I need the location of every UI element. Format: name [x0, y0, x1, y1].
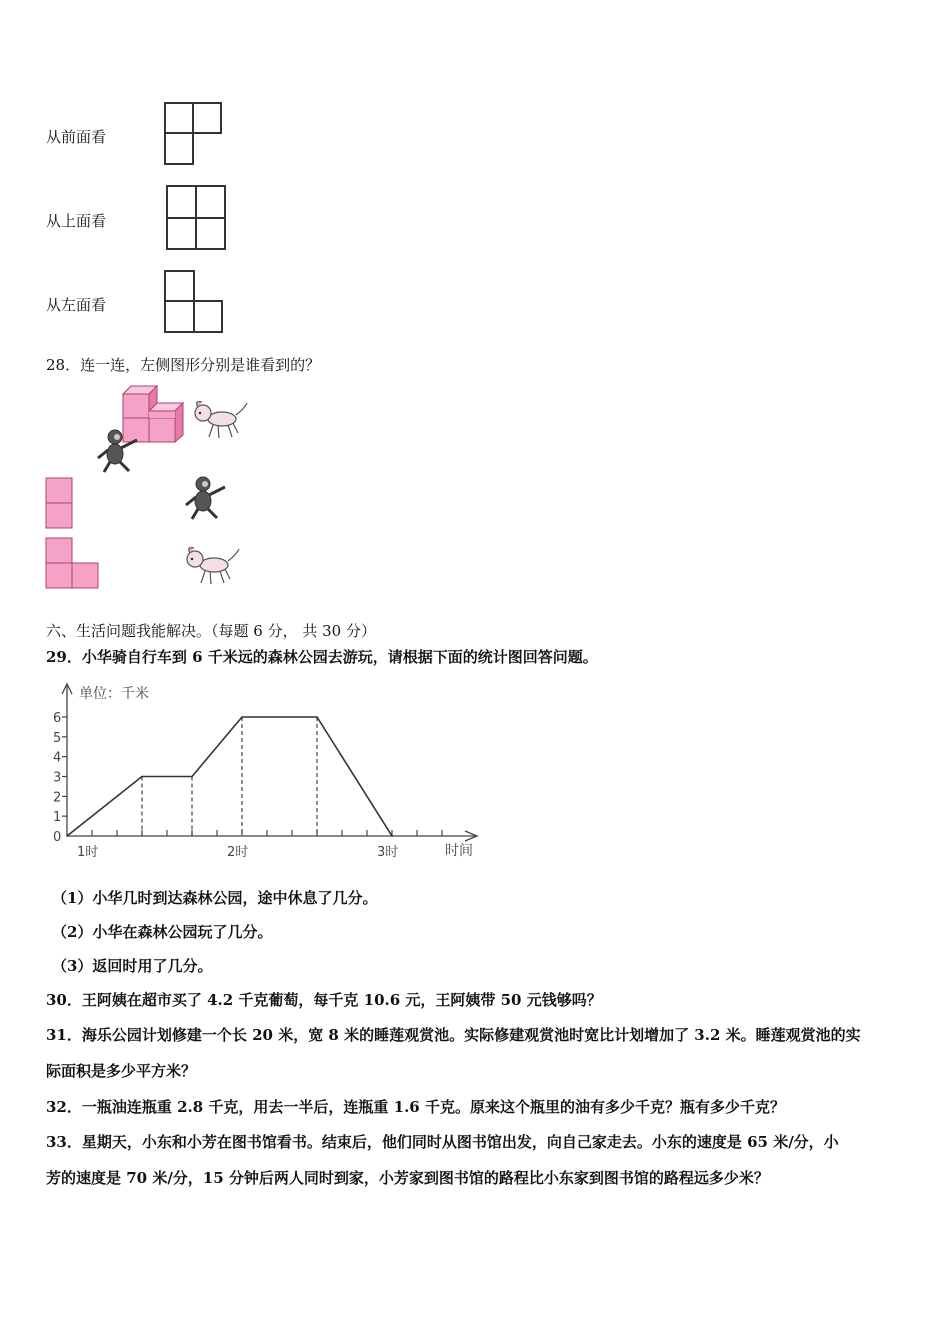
distance-time-chart: [45, 680, 495, 865]
question-32: 32．一瓶油连瓶重 2.8 千克，用去一半后，连瓶重 1.6 千克。原来这个瓶里的油有多少千克？瓶有多少千克？: [46, 1098, 785, 1116]
y-axis-label: 单位：千米: [79, 686, 149, 702]
question-29-part-3: （3）返回时用了几分。: [52, 957, 213, 975]
data-point: [141, 776, 143, 778]
y-tick-label: 4: [53, 750, 62, 766]
monkey-option-icon: [181, 475, 229, 521]
question-29: 29．小华骑自行车到 6 千米远的森林公园去游玩，请根据下面的统计图回答问题。: [46, 648, 598, 666]
question-30: 30．王阿姨在超市买了 4.2 千克葡萄，每千克 10.6 元，王阿姨带 50 元钱够吗？: [46, 991, 602, 1009]
monkey-icon: [93, 428, 141, 474]
x-tick-label: 3时: [377, 845, 399, 860]
question-31-line-1: 31．海乐公园计划修建一个长 20 米，宽 8 米的睡莲观赏池。实际修建观赏池时宽比计划增加了 3.2 米。睡莲观赏池的实: [46, 1026, 861, 1044]
question-29-part-2: （2）小华在森林公园玩了几分。: [52, 923, 273, 941]
left-view-figure: [164, 270, 226, 334]
front-view-figure: [164, 102, 224, 166]
data-point: [316, 716, 318, 718]
question-29-part-1: （1）小华几时到达森林公园，途中休息了几分。: [52, 889, 378, 907]
data-point: [66, 835, 68, 837]
question-31-line-2: 际面积是多少平方米？: [46, 1062, 197, 1080]
question-33-line-2: 芳的速度是 70 米/分，15 分钟后两人同时到家，小芳家到图书馆的路程比小东家到图书馆的路程远多少米？: [46, 1169, 769, 1187]
view-label-top: 从上面看: [46, 212, 107, 230]
dog-option-icon: [180, 543, 242, 587]
x-tick-label: 1时: [77, 845, 99, 860]
option-figure-2: [45, 537, 101, 591]
top-view-figure: [166, 185, 228, 251]
y-tick-label: 2: [53, 790, 62, 806]
y-tick-label: 0: [53, 830, 62, 845]
section-6-heading: 六、生活问题我能解决。（每题 6 分， 共 30 分）: [46, 622, 376, 640]
view-label-front: 从前面看: [46, 128, 107, 146]
question-33-line-1: 33．星期天，小东和小芳在图书馆看书。结束后，他们同时从图书馆出发，向自己家走去。小东的速度是 65 米/分，小: [46, 1133, 839, 1151]
y-tick-label: 3: [53, 770, 62, 786]
dog-icon: [188, 397, 250, 441]
x-tick-label: 2时: [227, 845, 249, 860]
data-point: [391, 835, 393, 837]
view-label-left: 从左面看: [46, 296, 107, 314]
option-figure-1: [45, 477, 75, 531]
y-tick-label: 5: [53, 730, 62, 746]
data-point: [191, 776, 193, 778]
data-point: [241, 716, 243, 718]
y-tick-label: 1: [53, 810, 62, 826]
distance-series-line: [67, 717, 392, 836]
y-tick-label: 6: [53, 711, 62, 726]
x-axis-label: 时间: [445, 843, 473, 859]
question-28: 28．连一连，左侧图形分别是谁看到的？: [46, 356, 321, 374]
